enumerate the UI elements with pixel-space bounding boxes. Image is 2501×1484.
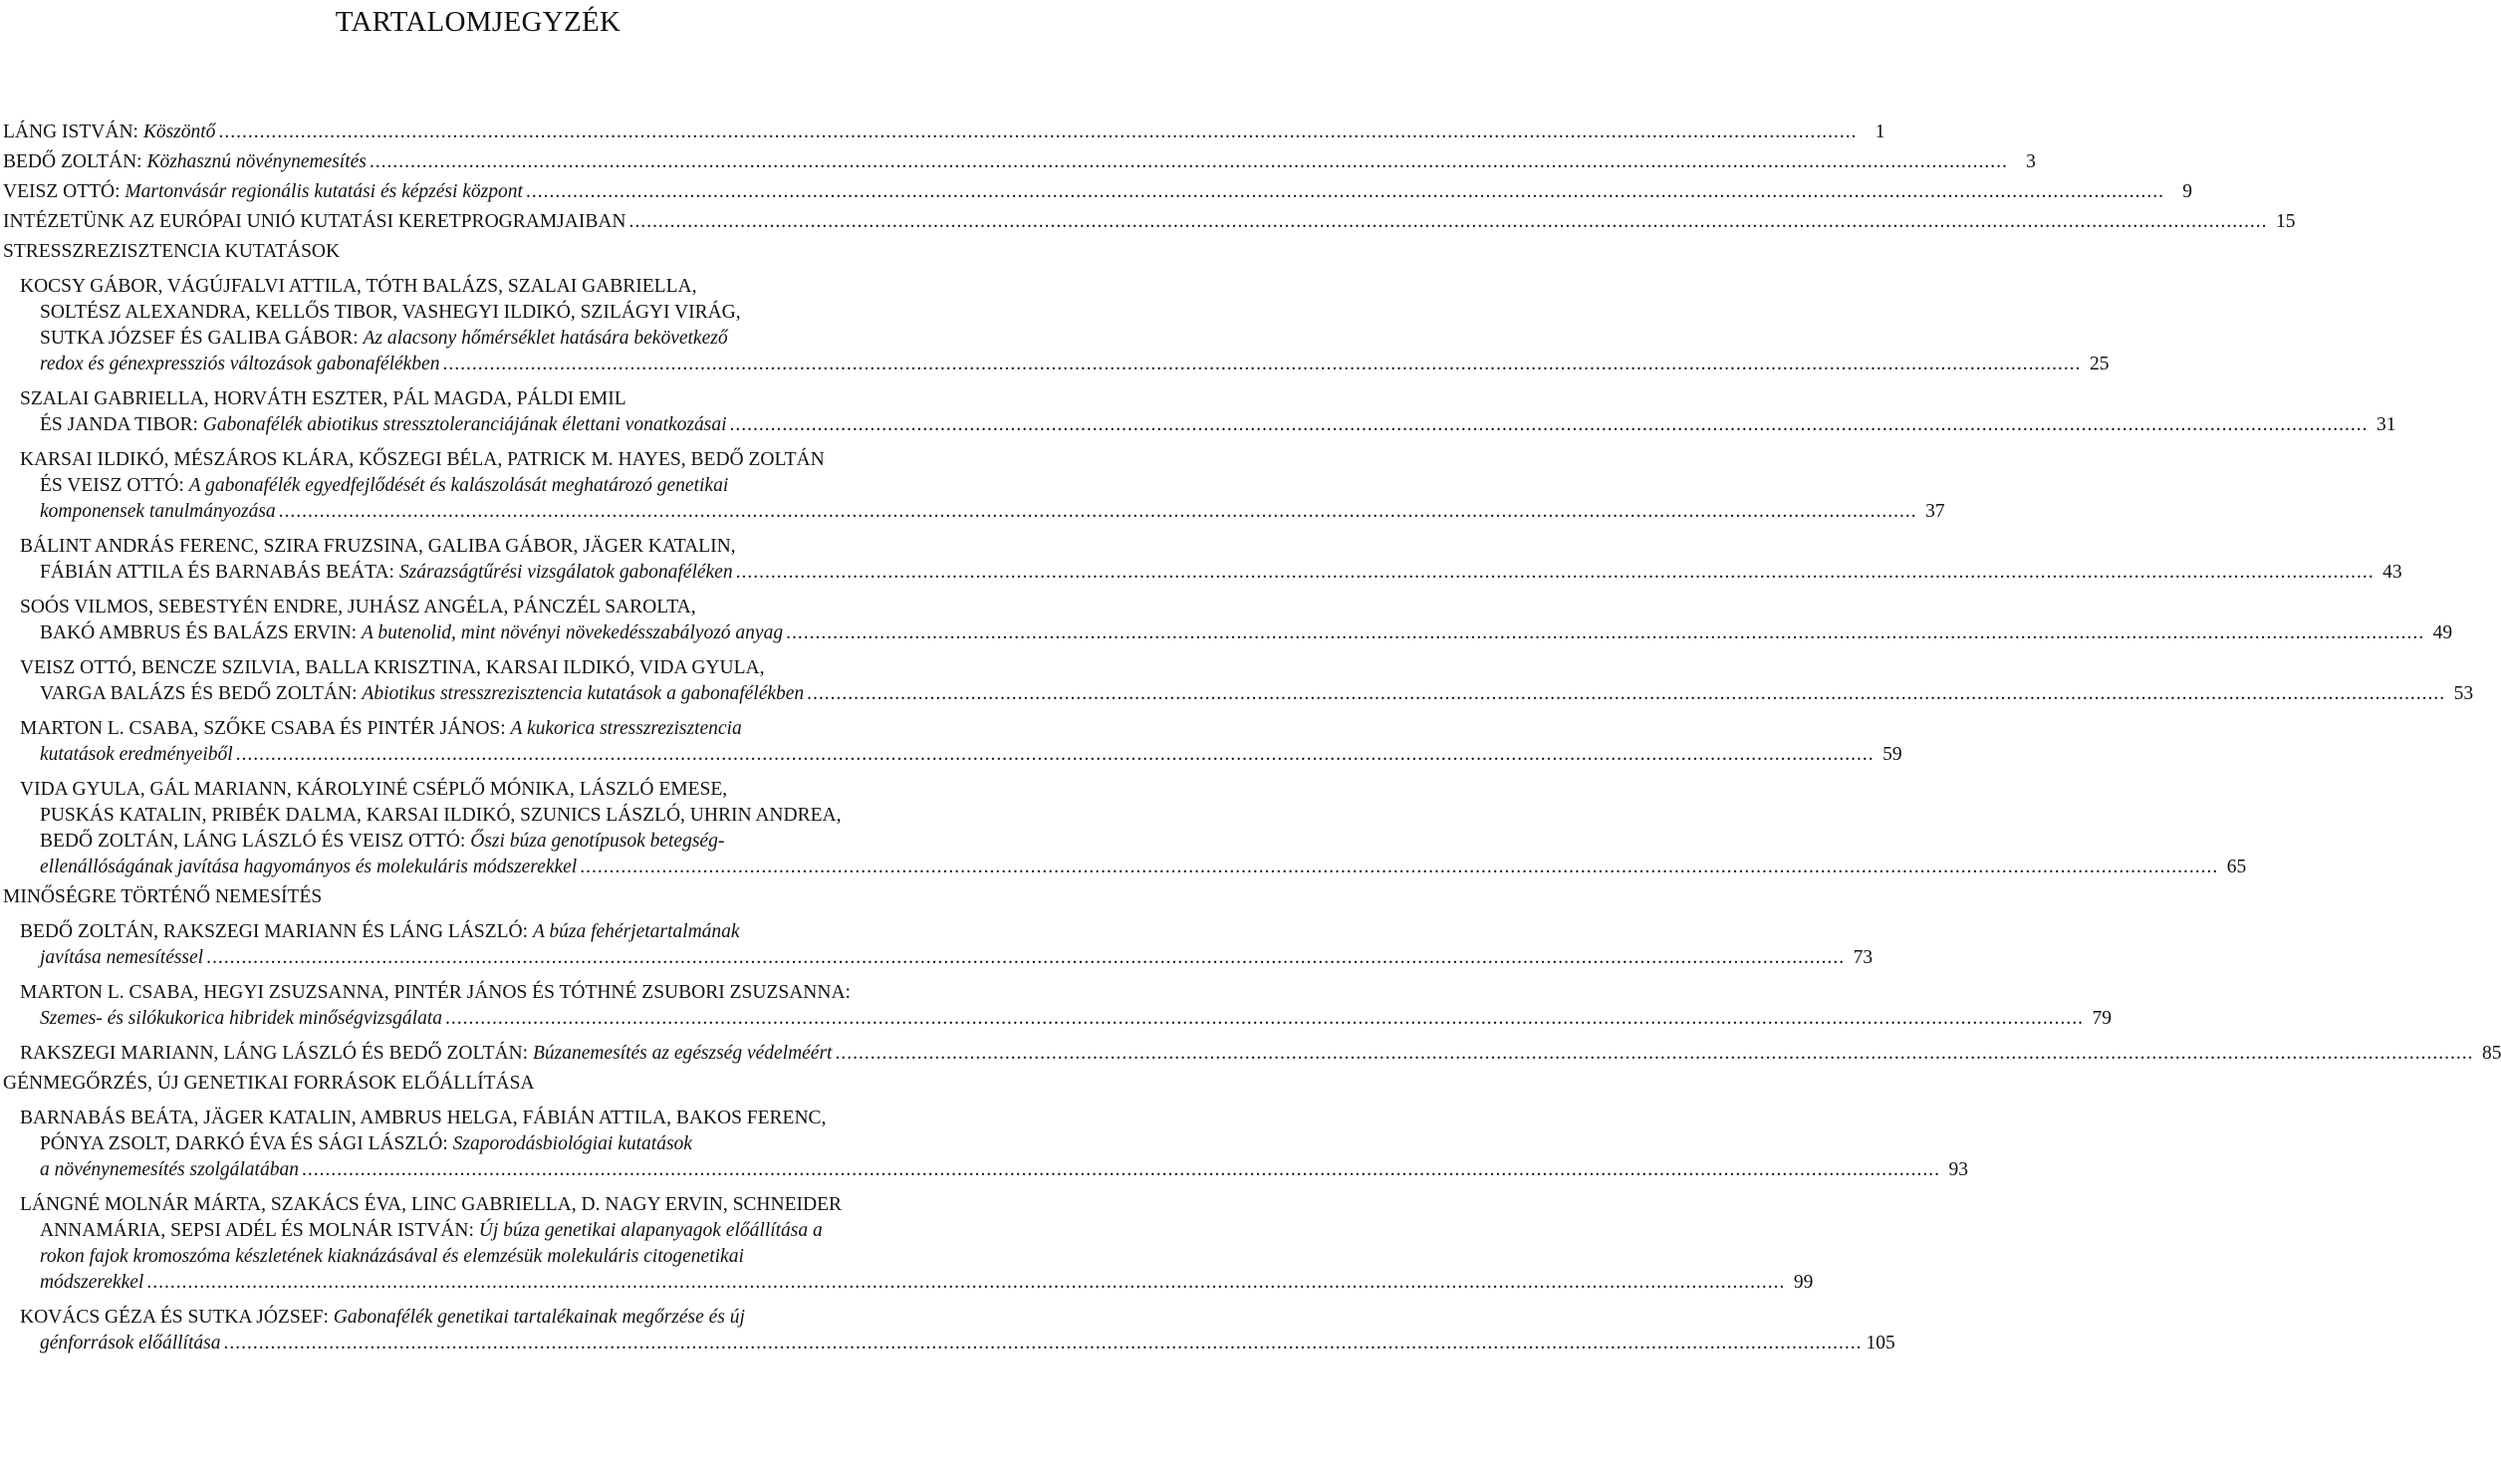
toc-entry[interactable]: [0, 1006, 2113, 1032]
entry-title: kutatások eredményeiből: [40, 744, 233, 765]
leader-dots: [736, 560, 2375, 586]
page-number: 31: [2376, 414, 2396, 435]
entry-authors: RAKSZEGI MARIANN, LÁNG LÁSZLÓ ÉS BEDŐ ZOLTÁN:: [20, 1043, 529, 1064]
toc-entry[interactable]: [0, 120, 1885, 145]
leader-dots: [445, 1006, 2084, 1032]
entry-title: A gabonafélék egyedfejlődését és kalászolását meghatározó genetikai: [188, 475, 729, 496]
page-number: 59: [1882, 744, 1902, 765]
leader-dots: [146, 1270, 1785, 1296]
leader-dots: [206, 945, 1845, 971]
leader-dots: [223, 1331, 1862, 1357]
entry-title: génforrások előállítása: [40, 1333, 221, 1354]
entry-authors: SUTKA JÓZSEF ÉS GALIBA GÁBOR:: [40, 328, 359, 349]
entry-authors-title-line: [0, 919, 956, 945]
toc-entry[interactable]: [0, 412, 2396, 438]
entry-authors-line: BÁLINT ANDRÁS FERENC, SZIRA FRUZSINA, GALIBA GÁBOR, JÄGER KATALIN,: [20, 536, 736, 557]
entry-title: komponensek tanulmányozása: [40, 501, 276, 522]
leader-dots: [629, 209, 2268, 235]
toc-entry[interactable]: [0, 1157, 1968, 1183]
page-number: 99: [1793, 1272, 1814, 1293]
page-number: 37: [1925, 501, 1945, 522]
leader-dots: [580, 855, 2218, 880]
entry-authors: ÉS VEISZ OTTÓ:: [40, 475, 184, 496]
page-number: 25: [2089, 354, 2110, 374]
entry-authors-title-line: [0, 473, 956, 499]
entry-authors: INTÉZETÜNK AZ EURÓPAI UNIÓ KUTATÁSI KERETPROGRAMJAIBAN: [3, 211, 626, 232]
page-number: 79: [2092, 1008, 2113, 1029]
toc-entry[interactable]: [0, 681, 2474, 707]
entry-authors: BAKÓ AMBRUS ÉS BALÁZS ERVIN:: [40, 622, 358, 643]
toc-entry[interactable]: [0, 499, 1945, 525]
page-number: 1: [1875, 122, 1885, 142]
entry-authors-line: SZALAI GABRIELLA, HORVÁTH ESZTER, PÁL MAGDA, PÁLDI EMIL: [20, 388, 626, 409]
entry-authors-title-line: [0, 1305, 956, 1331]
entry-authors: PÓNYA ZSOLT, DARKÓ ÉVA ÉS SÁGI LÁSZLÓ:: [40, 1133, 448, 1154]
entry-title: módszerekkel: [40, 1272, 144, 1293]
page-number: 9: [2182, 181, 2192, 202]
toc-entry[interactable]: [0, 855, 2247, 880]
entry-title: A búza fehérjetartalmának: [532, 921, 740, 942]
entry-title: Közhasznú növénynemesítés: [146, 151, 367, 172]
entry-title: A kukorica stresszrezisztencia: [510, 718, 742, 739]
entry-authors-line: VEISZ OTTÓ, BENCZE SZILVIA, BALLA KRISZTINA, KARSAI ILDIKÓ, VIDA GYULA,: [20, 657, 765, 678]
entry-authors-line: KARSAI ILDIKÓ, MÉSZÁROS KLÁRA, KŐSZEGI BÉLA, PATRICK M. HAYES, BEDŐ ZOLTÁN: [20, 449, 825, 470]
table-of-contents: [0, 120, 2501, 1357]
entry-title: Szemes- és silókukorica hibridek minőségvizsgálata: [40, 1008, 443, 1029]
entry-title: Búzanemesítés az egészség védelméért: [532, 1043, 833, 1064]
entry-title: ellenállóságának javítása hagyományos és molekuláris módszerekkel: [40, 857, 578, 877]
entry-authors: BEDŐ ZOLTÁN, LÁNG LÁSZLÓ ÉS VEISZ OTTÓ:: [40, 831, 466, 852]
entry-title: Szaporodásbiológiai kutatások: [452, 1133, 692, 1154]
entry-authors: VARGA BALÁZS ÉS BEDŐ ZOLTÁN:: [40, 683, 358, 704]
entry-authors: MARTON L. CSABA, SZŐKE CSABA ÉS PINTÉR JÁNOS:: [20, 718, 506, 739]
entry-authors-line: MARTON L. CSABA, HEGYI ZSUZSANNA, PINTÉR JÁNOS ÉS TÓTHNÉ ZSUBORI ZSUZSANNA:: [20, 982, 851, 1003]
toc-entry[interactable]: [0, 620, 2453, 646]
entry-title: redox és génexpressziós változások gabonafélékben: [40, 354, 440, 374]
entry-authors-title-line: [0, 326, 956, 352]
page-number: 15: [2276, 211, 2296, 232]
entry-authors-title-line: [0, 1218, 956, 1244]
entry-title-line: rokon fajok kromoszóma készletének kiaknázásával és elemzésük molekuláris citogenetikai: [40, 1246, 744, 1267]
toc-entry[interactable]: [0, 209, 2296, 235]
entry-authors-title-line: [0, 716, 956, 742]
entry-authors: BEDŐ ZOLTÁN:: [3, 151, 142, 172]
entry-title: Gabonafélék abiotikus stressztoleranciájának élettani vonatkozásai: [202, 414, 727, 435]
page-number: 49: [2432, 622, 2453, 643]
entry-title: javítása nemesítéssel: [40, 947, 204, 968]
entry-authors-line: BARNABÁS BEÁTA, JÄGER KATALIN, AMBRUS HELGA, FÁBIÁN ATTILA, BAKOS FERENC,: [20, 1108, 827, 1128]
leader-dots: [442, 352, 2081, 377]
leader-dots: [279, 499, 1917, 525]
toc-entry[interactable]: [0, 352, 2110, 377]
page-number: 3: [2026, 151, 2036, 172]
leader-dots: [302, 1157, 1940, 1183]
toc-entry[interactable]: [0, 560, 2402, 586]
toc-entry[interactable]: [0, 179, 2192, 205]
entry-title: Új búza genetikai alapanyagok előállítása a: [478, 1220, 823, 1241]
page-number: 53: [2453, 683, 2474, 704]
entry-authors-title-line: [0, 829, 956, 855]
section-heading: STRESSZREZISZTENCIA KUTATÁSOK: [3, 241, 341, 262]
page-number: 105: [1866, 1333, 1895, 1354]
entry-title: a növénynemesítés szolgálatában: [40, 1159, 299, 1180]
toc-entry[interactable]: [0, 1270, 1814, 1296]
entry-title: A butenolid, mint növényi növekedésszabályozó anyag: [361, 622, 784, 643]
leader-dots: [786, 620, 2424, 646]
leader-dots: [807, 681, 2445, 707]
entry-title: Őszi búza genotípusok betegség-: [470, 831, 725, 852]
toc-entry[interactable]: [0, 742, 1902, 768]
toc-entry[interactable]: [0, 1041, 2501, 1067]
page-number: 73: [1853, 947, 1874, 968]
entry-authors: FÁBIÁN ATTILA ÉS BARNABÁS BEÁTA:: [40, 562, 394, 583]
entry-authors-line: VIDA GYULA, GÁL MARIANN, KÁROLYINÉ CSÉPLŐ MÓNIKA, LÁSZLÓ EMESE,: [20, 779, 728, 800]
page-number: 93: [1948, 1159, 1968, 1180]
page-number: 65: [2226, 857, 2247, 877]
page-number: 85: [2481, 1043, 2501, 1064]
section-heading: GÉNMEGŐRZÉS, ÚJ GENETIKAI FORRÁSOK ELŐÁLLÍTÁSA: [3, 1073, 535, 1094]
toc-entry[interactable]: [0, 1331, 1895, 1357]
toc-entry[interactable]: [0, 149, 2036, 175]
leader-dots: [526, 179, 2164, 205]
page-number: 43: [2382, 562, 2402, 583]
entry-title: Az alacsony hőmérséklet hatására bekövetkező: [363, 328, 728, 349]
entry-authors-line: PUSKÁS KATALIN, PRIBÉK DALMA, KARSAI ILDIKÓ, SZUNICS LÁSZLÓ, UHRIN ANDREA,: [40, 805, 842, 826]
leader-dots: [730, 412, 2369, 438]
entry-authors: KOVÁCS GÉZA ÉS SUTKA JÓZSEF:: [20, 1307, 329, 1328]
entry-authors: LÁNG ISTVÁN:: [3, 122, 138, 142]
entry-title: Köszöntő: [142, 122, 216, 142]
entry-authors: ANNAMÁRIA, SEPSI ADÉL ÉS MOLNÁR ISTVÁN:: [40, 1220, 474, 1241]
leader-dots: [835, 1041, 2473, 1067]
entry-authors-title-line: [0, 1131, 956, 1157]
entry-title: Martonvásár regionális kutatási és képzési központ: [125, 181, 523, 202]
section-heading: MINŐSÉGRE TÖRTÉNŐ NEMESÍTÉS: [3, 886, 323, 907]
leader-dots: [370, 149, 2008, 175]
entry-authors: BEDŐ ZOLTÁN, RAKSZEGI MARIANN ÉS LÁNG LÁSZLÓ:: [20, 921, 529, 942]
entry-authors-line: LÁNGNÉ MOLNÁR MÁRTA, SZAKÁCS ÉVA, LINC GABRIELLA, D. NAGY ERVIN, SCHNEIDER: [20, 1194, 842, 1215]
toc-entry[interactable]: [0, 945, 1874, 971]
entry-authors-line: SOLTÉSZ ALEXANDRA, KELLŐS TIBOR, VASHEGYI ILDIKÓ, SZILÁGYI VIRÁG,: [40, 302, 741, 323]
entry-authors: ÉS JANDA TIBOR:: [40, 414, 198, 435]
entry-title: Szárazságtűrési vizsgálatok gabonaféléken: [398, 562, 733, 583]
leader-dots: [236, 742, 1875, 768]
page-title: TARTALOMJEGYZÉK: [335, 6, 622, 38]
entry-title: Gabonafélék genetikai tartalékainak megőrzése és új: [333, 1307, 745, 1328]
entry-authors-line: SOÓS VILMOS, SEBESTYÉN ENDRE, JUHÁSZ ANGÉLA, PÁNCZÉL SAROLTA,: [20, 597, 696, 618]
entry-title: Abiotikus stresszrezisztencia kutatások a gabonafélékben: [362, 683, 805, 704]
entry-authors-line: KOCSY GÁBOR, VÁGÚJFALVI ATTILA, TÓTH BALÁZS, SZALAI GABRIELLA,: [20, 276, 697, 297]
leader-dots: [218, 120, 1857, 145]
entry-authors: VEISZ OTTÓ:: [3, 181, 121, 202]
